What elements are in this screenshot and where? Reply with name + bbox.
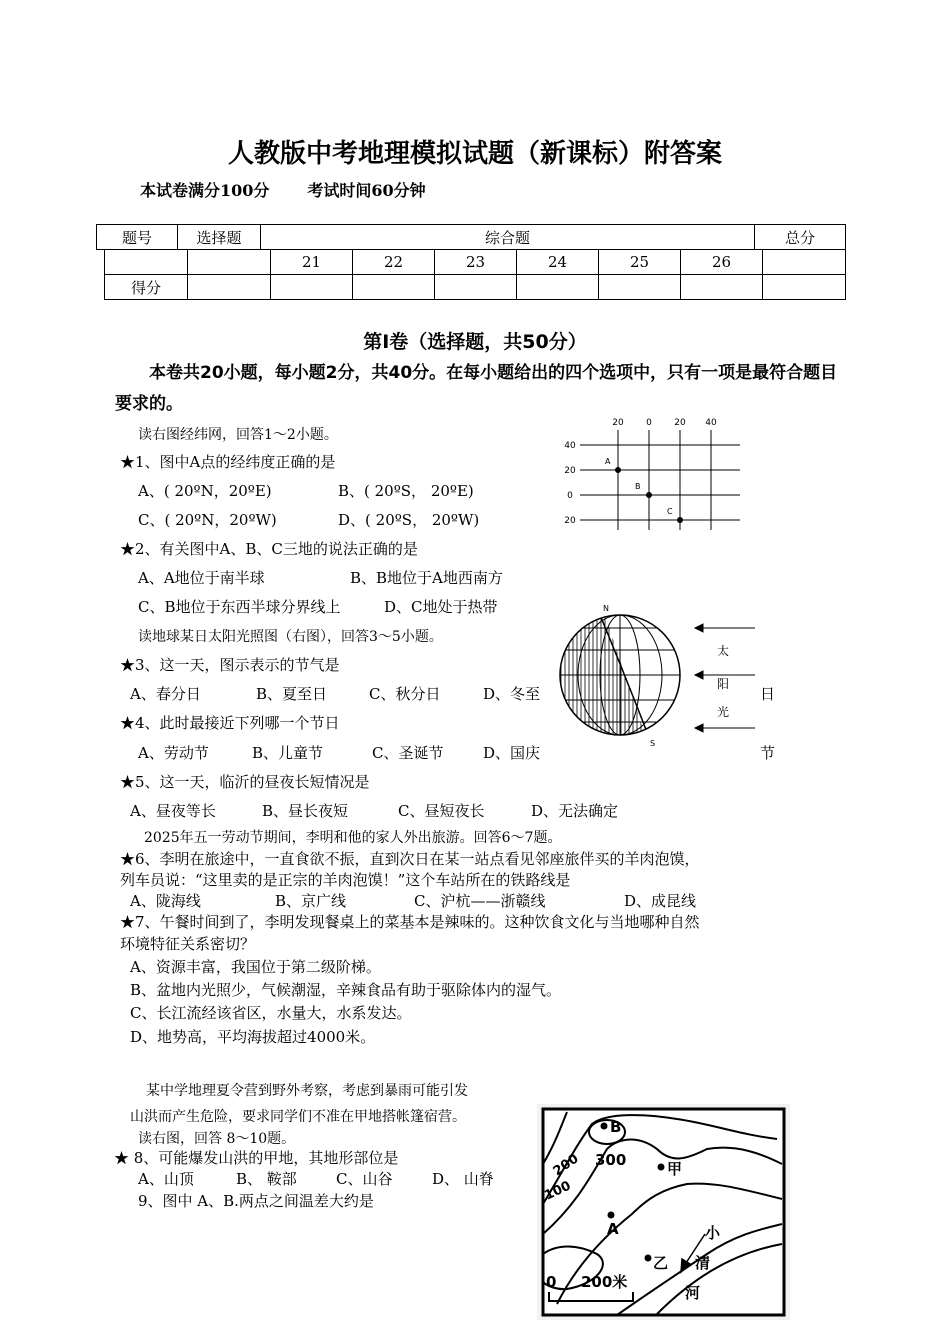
point-yi-label: 乙 bbox=[653, 1254, 669, 1272]
q1-option-d: D、( 20ºS， 20ºW) bbox=[338, 511, 480, 529]
q5-option-c: C、昼短夜长 bbox=[398, 802, 485, 820]
col-25: 25 bbox=[599, 250, 681, 275]
header-total: 总分 bbox=[755, 225, 846, 250]
lon-label: 0 bbox=[646, 418, 652, 428]
elevation-label: 100 bbox=[542, 1178, 574, 1204]
sunlight-globe-figure bbox=[555, 600, 765, 750]
graticule-figure bbox=[555, 412, 755, 537]
pole-s-label: S bbox=[650, 739, 656, 748]
q5-stem: ★5、这一天，临沂的昼夜长短情况是 bbox=[120, 773, 370, 791]
sunlight-label-char: 太 bbox=[716, 644, 730, 658]
sunlight-label-char: 光 bbox=[716, 705, 730, 719]
q8-option-a: A、山顶 bbox=[138, 1170, 194, 1188]
point-c-label: C bbox=[667, 507, 673, 516]
q7-option-c: C、长江流经该省区，水量大，水系发达。 bbox=[130, 1004, 412, 1022]
lon-label: 20 bbox=[674, 418, 686, 428]
score-table-header bbox=[96, 224, 846, 250]
q1-option-c: C、( 20ºN，20ºW) bbox=[138, 511, 277, 529]
exam-time: 考试时间60分钟 bbox=[307, 181, 426, 200]
q5-option-a: A、昼夜等长 bbox=[130, 802, 216, 820]
q9-stem: 9、图中 A、B.两点之间温差大约是 bbox=[138, 1192, 374, 1210]
q7-option-b: B、盆地内光照少，气候潮湿，辛辣食品有助于驱除体内的湿气。 bbox=[130, 981, 562, 999]
header-comprehensive: 综合题 bbox=[261, 225, 755, 250]
sunlight-label-char: 阳 bbox=[716, 677, 730, 691]
q2-stem: ★2、有关图中A、B、C三地的说法正确的是 bbox=[120, 540, 418, 558]
q1-2-intro: 读右图经纬网，回答1～2小题。 bbox=[138, 427, 338, 443]
q2-option-c: C、B地位于东西半球分界线上 bbox=[138, 598, 341, 616]
q2-option-d: D、C地处于热带 bbox=[384, 598, 498, 616]
q4-option-a: A、劳动节 bbox=[138, 744, 209, 762]
scale-zero: 0 bbox=[546, 1273, 557, 1291]
point-c bbox=[677, 517, 683, 523]
q8-10-intro-3: 读右图，回答 8～10题。 bbox=[138, 1131, 296, 1147]
header-question-no: 题号 bbox=[97, 225, 178, 250]
q2-option-b: B、B地位于A地西南方 bbox=[350, 569, 503, 587]
q1-option-a: A、( 20ºN，20ºE) bbox=[138, 482, 272, 500]
instructions: 本卷共20小题，每小题2分，共40分。在每小题给出的四个选项中，只有一项是最符合题目要求的。 bbox=[115, 363, 838, 414]
river-label-char: 清 bbox=[695, 1254, 711, 1272]
pole-n-label: N bbox=[603, 604, 609, 613]
lat-label: 20 bbox=[564, 516, 576, 526]
lat-label: 0 bbox=[567, 491, 573, 501]
q8-option-d: D、 山脊 bbox=[432, 1170, 494, 1188]
point-jia-label: 甲 bbox=[667, 1160, 683, 1178]
exam-info bbox=[140, 178, 464, 201]
page-title: 人教版中考地理模拟试题（新课标）附答案 bbox=[227, 139, 722, 169]
elevation-label: 300 bbox=[595, 1151, 627, 1169]
q5-option-d: D、无法确定 bbox=[531, 802, 619, 820]
score-table-body bbox=[104, 249, 846, 300]
q7-stem-1: ★7、午餐时间到了，李明发现餐桌上的菜基本是辣味的。这种饮食文化与当地哪种自然 bbox=[120, 913, 700, 931]
q1-option-b: B、( 20ºS， 20ºE) bbox=[338, 482, 474, 500]
q3-stem: ★3、这一天，图示表示的节气是 bbox=[120, 656, 340, 674]
col-23: 23 bbox=[435, 250, 517, 275]
col-24: 24 bbox=[517, 250, 599, 275]
q3-5-intro: 读地球某日太阳光照图（右图），回答3～5小题。 bbox=[138, 629, 443, 645]
point-a-dot bbox=[608, 1212, 615, 1219]
q4-option-c: C、圣诞节 bbox=[372, 744, 444, 762]
q7-option-d: D、地势高，平均海拔超过4000米。 bbox=[130, 1028, 376, 1046]
q8-stem: ★ 8、可能爆发山洪的甲地，其地形部位是 bbox=[114, 1149, 399, 1167]
section-title: 第Ⅰ卷（选择题，共50分） bbox=[363, 331, 587, 353]
col-22: 22 bbox=[353, 250, 435, 275]
q7-option-a: A、资源丰富，我国位于第二级阶梯。 bbox=[130, 958, 381, 976]
q4-option-d-tail: 节 bbox=[760, 744, 776, 762]
q6-option-b: B、京广线 bbox=[275, 892, 347, 910]
point-a-label: A bbox=[607, 1220, 619, 1238]
point-jia-dot bbox=[658, 1164, 665, 1171]
q3-option-c: C、秋分日 bbox=[369, 685, 441, 703]
point-b-dot bbox=[601, 1123, 608, 1130]
point-b-label: B bbox=[635, 482, 641, 491]
q5-option-b: B、昼长夜短 bbox=[262, 802, 349, 820]
point-a bbox=[615, 467, 621, 473]
q6-option-c: C、沪杭——浙赣线 bbox=[414, 892, 546, 910]
point-b bbox=[646, 492, 652, 498]
col-21: 21 bbox=[271, 250, 353, 275]
col-26: 26 bbox=[681, 250, 763, 275]
q6-stem-2: 列车员说：“这里卖的是正宗的羊肉泡馍！”这个车站所在的铁路线是 bbox=[120, 871, 571, 889]
contour-map-figure bbox=[537, 1104, 790, 1320]
q8-option-c: C、山谷 bbox=[336, 1170, 393, 1188]
q3-option-d: D、冬至 bbox=[483, 685, 541, 703]
q6-option-d: D、成昆线 bbox=[624, 892, 697, 910]
point-a-label: A bbox=[605, 457, 611, 466]
full-score: 本试卷满分100分 bbox=[140, 181, 270, 200]
q3-option-d-tail: 日 bbox=[760, 685, 776, 703]
q1-stem: ★1、图中A点的经纬度正确的是 bbox=[120, 453, 336, 471]
q6-option-a: A、陇海线 bbox=[130, 892, 201, 910]
lat-label: 20 bbox=[564, 466, 576, 476]
q4-option-d: D、国庆 bbox=[483, 744, 541, 762]
q8-10-intro-1: 某中学地理夏令营到野外考察，考虑到暴雨可能引发 bbox=[146, 1083, 468, 1099]
q8-option-b: B、 鞍部 bbox=[236, 1170, 297, 1188]
score-label: 得分 bbox=[105, 275, 188, 300]
elevation-label: 200 bbox=[550, 1151, 582, 1180]
q2-option-a: A、A地位于南半球 bbox=[138, 569, 265, 587]
q7-stem-2: 环境特征关系密切？ bbox=[120, 935, 256, 953]
scale-label: 200米 bbox=[581, 1273, 628, 1291]
point-b-label: B bbox=[610, 1118, 622, 1136]
lon-label: 40 bbox=[705, 418, 717, 428]
lat-label: 40 bbox=[564, 441, 576, 451]
header-choice: 选择题 bbox=[178, 225, 261, 250]
river-label-char: 小 bbox=[705, 1224, 721, 1242]
q4-option-b: B、儿童节 bbox=[252, 744, 324, 762]
point-yi-dot bbox=[645, 1255, 652, 1262]
q4-stem: ★4、此时最接近下列哪一个节日 bbox=[120, 714, 340, 732]
q6-stem-1: ★6、李明在旅途中，一直食欲不振，直到次日在某一站点看见邻座旅伴买的羊肉泡馍， bbox=[120, 850, 700, 868]
q3-option-b: B、夏至日 bbox=[256, 685, 328, 703]
q3-option-a: A、春分日 bbox=[130, 685, 201, 703]
q6-7-intro: 2025年五一劳动节期间，李明和他的家人外出旅游。回答6～7题。 bbox=[144, 830, 562, 846]
river-label-char: 河 bbox=[685, 1284, 701, 1302]
lon-label: 20 bbox=[612, 418, 624, 428]
q8-10-intro-2: 山洪而产生危险，要求同学们不准在甲地搭帐篷宿营。 bbox=[130, 1109, 466, 1125]
